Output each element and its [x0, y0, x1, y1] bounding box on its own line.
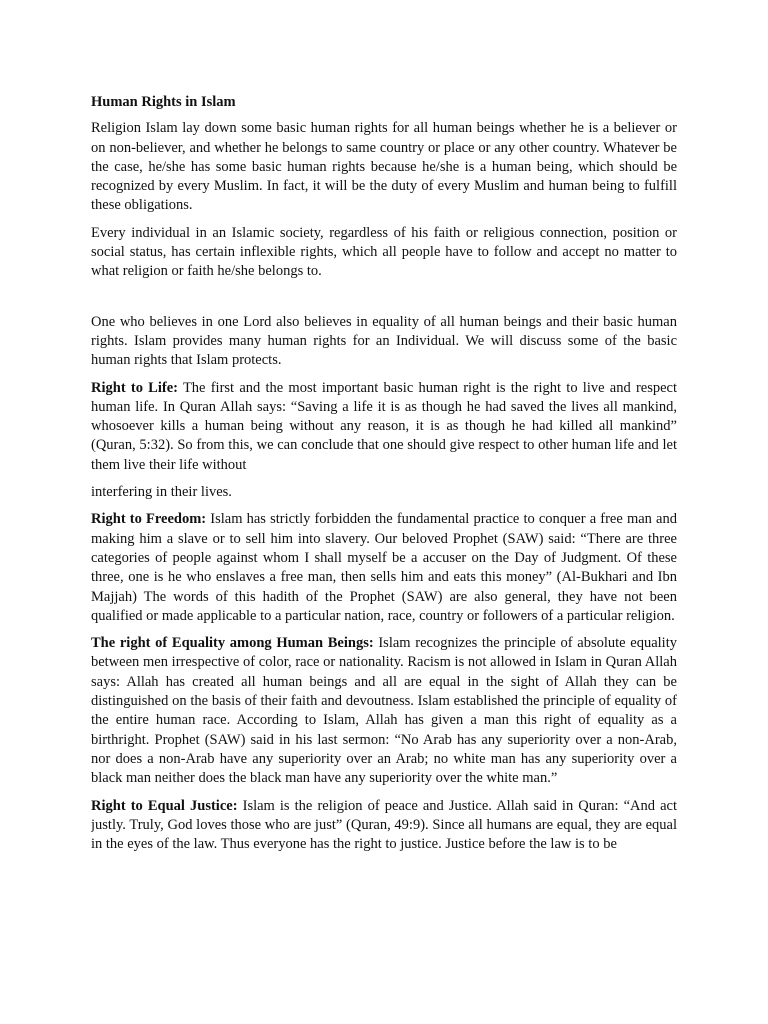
right-to-freedom-heading: Right to Freedom: — [91, 511, 207, 528]
society-paragraph: Every individual in an Islamic society, regardless of his faith or religious connection, position or social status, has certain inflexible rights, which all people have to follow and accept no matter to what religion or faith he/she belongs to. — [91, 224, 677, 280]
right-to-life-paragraph — [91, 379, 677, 475]
right-to-life-heading: Right to Life: — [91, 379, 178, 396]
right-to-life-continuation: interfering in their lives. — [91, 484, 232, 501]
right-to-justice-text: Islam is the religion of peace and Justice. Allah said in Quran: “And act justly. Truly, God loves those who are just” (Quran, 49:9). Since all humans are equal, they are equal in the eyes of the law. Thus everyone has the right to justice. Justice before the law is to be — [91, 797, 677, 853]
document-title: Human Rights in Islam — [91, 94, 236, 110]
right-of-equality-paragraph — [91, 634, 677, 788]
equality-belief-paragraph: One who believes in one Lord also believes in equality of all human beings and their basic human rights. Islam provides many human rights for an Individual. We will discuss some of the basic human rights that Islam protects. — [91, 313, 677, 369]
right-to-life-text: The first and the most important basic human right is the right to live and respect human life. In Quran Allah says: “Saving a life it is as though he had saved the lives all mankind, whosoever kills a human being without any reason, it is as though he had killed all mankind” (Quran, 5:32). So from this, we can conclude that one should give respect to other human life and let them live their life without — [91, 379, 678, 473]
right-to-freedom-text: Islam has strictly forbidden the fundamental practice to conquer a free man and making him a slave or to sell him into slavery. Our beloved Prophet (SAW) said: “There are three categories of people against whom I shall myself be a accuser on the Day of Judgment. Of these three, one is he who enslaves a free man, then sells him and eats this money” (Al-Bukhari and Ibn Majjah) The words of this hadith of the Prophet (SAW) are also general, they have not been qualified or made applicable to a particular nation, race, country or followers of a particular religion. — [91, 511, 677, 624]
document-body — [91, 93, 677, 863]
right-of-equality-heading: The right of Equality among Human Beings: — [91, 635, 374, 652]
right-to-freedom-paragraph — [91, 510, 677, 626]
intro-paragraph: Religion Islam lay down some basic human rights for all human beings whether he is a believer or on non-believer, and whether he belongs to same country or place or any other country. Whatever be the case, he/she has some basic human rights because he/she is a human being, which should be recognized by every Muslim. In fact, it will be the duty of every Muslim and human being to fulfill these obligations. — [91, 120, 677, 214]
right-to-justice-heading: Right to Equal Justice: — [91, 797, 238, 814]
right-of-equality-text: Islam recognizes the principle of absolute equality between men irrespective of color, race or nationality. Racism is not allowed in Islam in Quran Allah says: Allah has created all human beings and all are equal in the sight of Allah they can be distinguished on the basis of their faith and devoutness. Islam established the principle of equality of the entire human race. According to Islam, Allah has given a man this right of equality as a birthright. Prophet (SAW) said in his last sermon: “No Arab has any superiority over a non-Arab, nor does a non-Arab have any superiority over an Arab; no white man has any superiority over a black man neither does the black man have any superiority over the white man.” — [91, 635, 677, 787]
right-to-justice-paragraph — [91, 797, 677, 855]
